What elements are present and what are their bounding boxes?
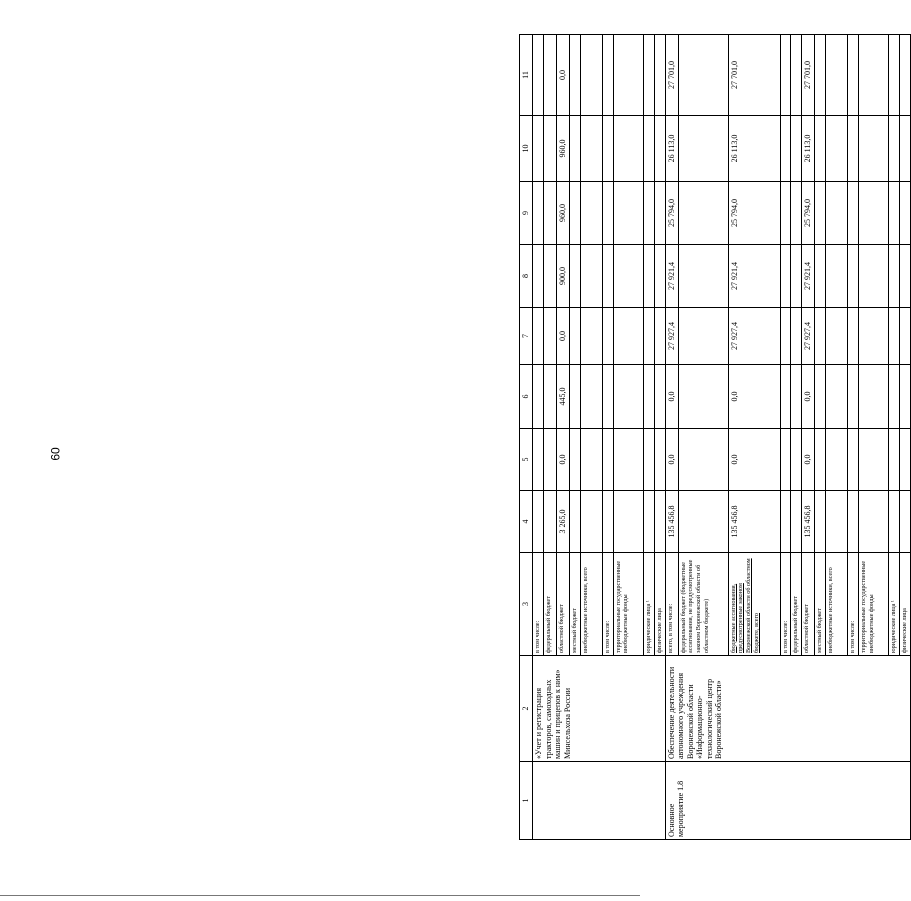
amount-cell [602,429,613,491]
amount-cell: 27 701,0 [665,35,678,116]
amount-cell: 0,0 [665,429,678,491]
amount-cell [900,308,911,365]
amount-cell [900,116,911,182]
funding-source: местный бюджет [569,553,580,656]
amount-cell [602,182,613,245]
table-row [533,35,544,840]
amount-cell [848,365,859,429]
program-name: «Учет и регистрация тракторов, самоходных машин и прицепов к ним» Минсельхоза России [533,656,666,762]
column-header: 5 [520,429,533,491]
amount-cell [643,308,654,365]
column-header: 2 [520,656,533,762]
amount-cell [678,182,728,245]
column-header: 8 [520,245,533,308]
amount-cell [826,35,848,116]
amount-cell [848,35,859,116]
amount-cell [900,491,911,553]
funding-source: в том числе: [533,553,544,656]
amount-cell [780,308,791,365]
column-header: 9 [520,182,533,245]
event-label: Основное мероприятие 1.8 [665,762,911,840]
column-header: 11 [520,35,533,116]
amount-cell: 0,0 [802,429,815,491]
funding-source: бюджетные ассигнования, предусмотренные законом Воронежской области об областном бюджете, всего [728,553,780,656]
amount-cell: 27 927,4 [802,308,815,365]
amount-cell [780,182,791,245]
funding-source: федеральный бюджет (бюджетные ассигнования, не предусмотренные законом Воронежской области об областном бюджете) [678,553,728,656]
amount-cell [580,245,602,308]
amount-cell [643,116,654,182]
funding-source: юридические лица ¹ [643,553,654,656]
amount-cell [900,182,911,245]
amount-cell [580,35,602,116]
amount-cell [848,182,859,245]
amount-cell [613,245,643,308]
amount-cell [569,365,580,429]
amount-cell: 25 794,0 [665,182,678,245]
amount-cell [602,308,613,365]
amount-cell [889,245,900,308]
amount-cell [543,245,556,308]
amount-cell [569,429,580,491]
event-name: Обеспечение деятельности автономного учреждения Воронежской области «Информационно-технологический центр Воронежской области» [665,656,911,762]
amount-cell: 27 927,4 [665,308,678,365]
amount-cell [678,365,728,429]
column-header: 7 [520,308,533,365]
amount-cell [791,182,802,245]
amount-cell [815,116,826,182]
budget-table [519,34,911,840]
amount-cell [848,245,859,308]
funding-source: в том числе: [602,553,613,656]
amount-cell [678,429,728,491]
amount-cell [580,491,602,553]
amount-cell [900,35,911,116]
amount-cell [848,429,859,491]
amount-cell [613,35,643,116]
amount-cell [889,491,900,553]
funding-source: федеральный бюджет [543,553,556,656]
amount-cell [791,116,802,182]
amount-cell [643,35,654,116]
event-cell-empty [533,762,666,840]
amount-cell [826,308,848,365]
amount-cell: 27 701,0 [802,35,815,116]
amount-cell [654,182,665,245]
amount-cell: 0,0 [665,365,678,429]
amount-cell [543,116,556,182]
amount-cell: 135 456,8 [665,491,678,553]
amount-cell [602,116,613,182]
amount-cell [815,429,826,491]
amount-cell [826,491,848,553]
amount-cell [580,365,602,429]
amount-cell [643,182,654,245]
amount-cell [533,491,544,553]
amount-cell [900,365,911,429]
amount-cell: 135 456,8 [728,491,780,553]
amount-cell [643,491,654,553]
amount-cell [859,116,889,182]
amount-cell [826,245,848,308]
amount-cell [543,182,556,245]
amount-cell [602,245,613,308]
amount-cell [780,35,791,116]
amount-cell [859,245,889,308]
amount-cell [613,491,643,553]
amount-cell [569,491,580,553]
amount-cell [613,116,643,182]
amount-cell [654,491,665,553]
amount-cell [889,429,900,491]
amount-cell [848,116,859,182]
amount-cell [780,245,791,308]
amount-cell: 900,0 [556,245,569,308]
column-header: 10 [520,116,533,182]
amount-cell [859,491,889,553]
amount-cell [791,245,802,308]
amount-cell [791,35,802,116]
amount-cell: 27 921,4 [728,245,780,308]
amount-cell [678,245,728,308]
amount-cell: 26 113,0 [802,116,815,182]
amount-cell [826,365,848,429]
funding-source: областной бюджет [802,553,815,656]
amount-cell: 0,0 [728,429,780,491]
amount-cell [826,429,848,491]
amount-cell [613,429,643,491]
amount-cell [848,491,859,553]
amount-cell: 26 113,0 [665,116,678,182]
amount-cell [613,365,643,429]
funding-source: местный бюджет [815,553,826,656]
amount-cell: 0,0 [556,308,569,365]
amount-cell [543,429,556,491]
amount-cell [791,429,802,491]
amount-cell [643,245,654,308]
header-row [520,35,533,840]
amount-cell [569,245,580,308]
amount-cell [533,116,544,182]
amount-cell [602,365,613,429]
column-header: 3 [520,553,533,656]
amount-cell [791,365,802,429]
amount-cell [780,491,791,553]
amount-cell [543,308,556,365]
amount-cell [654,116,665,182]
amount-cell [533,182,544,245]
amount-cell [654,308,665,365]
amount-cell [826,182,848,245]
amount-cell [678,35,728,116]
column-header: 6 [520,365,533,429]
amount-cell [848,308,859,365]
amount-cell: 960,0 [556,182,569,245]
funding-source: федеральный бюджет [791,553,802,656]
amount-cell [780,429,791,491]
table-row [665,35,678,840]
amount-cell [643,365,654,429]
amount-cell [654,35,665,116]
amount-cell [580,116,602,182]
amount-cell [533,365,544,429]
amount-cell: 3 265,0 [556,491,569,553]
funding-source: физические лица [900,553,911,656]
funding-source: физические лица [654,553,665,656]
amount-cell [889,308,900,365]
amount-cell: 27 701,0 [728,35,780,116]
amount-cell [602,491,613,553]
funding-source: в том числе: [848,553,859,656]
amount-cell [815,182,826,245]
amount-cell [780,365,791,429]
amount-cell [533,245,544,308]
page-bottom-rule [0,895,640,896]
amount-cell [815,365,826,429]
funding-source: внебюджетные источники, всего [826,553,848,656]
amount-cell [826,116,848,182]
amount-cell [900,245,911,308]
amount-cell [533,429,544,491]
amount-cell [643,429,654,491]
amount-cell [543,365,556,429]
funding-source: всего, в том числе: [665,553,678,656]
amount-cell [569,116,580,182]
amount-cell [678,491,728,553]
amount-cell: 25 794,0 [802,182,815,245]
amount-cell [543,491,556,553]
funding-source: юридические лица ¹ [889,553,900,656]
amount-cell: 135 456,8 [802,491,815,553]
amount-cell: 27 921,4 [665,245,678,308]
amount-cell [815,245,826,308]
amount-cell: 27 921,4 [802,245,815,308]
amount-cell: 0,0 [728,365,780,429]
amount-cell [580,308,602,365]
amount-cell [889,35,900,116]
amount-cell [613,308,643,365]
amount-cell: 25 794,0 [728,182,780,245]
amount-cell [780,116,791,182]
amount-cell [654,429,665,491]
amount-cell [889,365,900,429]
amount-cell [815,308,826,365]
amount-cell [859,365,889,429]
page-number: 60 [48,447,63,461]
funding-source: внебюджетные источники, всего [580,553,602,656]
amount-cell [678,308,728,365]
amount-cell [613,182,643,245]
funding-source: территориальные государственные внебюджетные фонды [613,553,643,656]
rotated-page [519,34,911,840]
amount-cell [859,182,889,245]
amount-cell [859,429,889,491]
amount-cell: 445,0 [556,365,569,429]
amount-cell [859,308,889,365]
amount-cell [791,308,802,365]
amount-cell: 0,0 [802,365,815,429]
amount-cell: 26 113,0 [728,116,780,182]
amount-cell [654,245,665,308]
amount-cell: 0,0 [556,35,569,116]
amount-cell [815,35,826,116]
amount-cell [678,116,728,182]
amount-cell [543,35,556,116]
amount-cell [533,308,544,365]
amount-cell [569,182,580,245]
amount-cell [791,491,802,553]
column-header: 1 [520,762,533,840]
amount-cell [580,182,602,245]
amount-cell: 27 927,4 [728,308,780,365]
funding-source: территориальные государственные внебюджетные фонды [859,553,889,656]
amount-cell [889,116,900,182]
amount-cell [900,429,911,491]
amount-cell [569,35,580,116]
column-header: 4 [520,491,533,553]
amount-cell [533,35,544,116]
amount-cell: 0,0 [556,429,569,491]
amount-cell: 960,0 [556,116,569,182]
funding-source: в том числе: [780,553,791,656]
amount-cell [569,308,580,365]
amount-cell [889,182,900,245]
amount-cell [815,491,826,553]
funding-source: областной бюджет [556,553,569,656]
amount-cell [859,35,889,116]
amount-cell [580,429,602,491]
amount-cell [654,365,665,429]
amount-cell [602,35,613,116]
